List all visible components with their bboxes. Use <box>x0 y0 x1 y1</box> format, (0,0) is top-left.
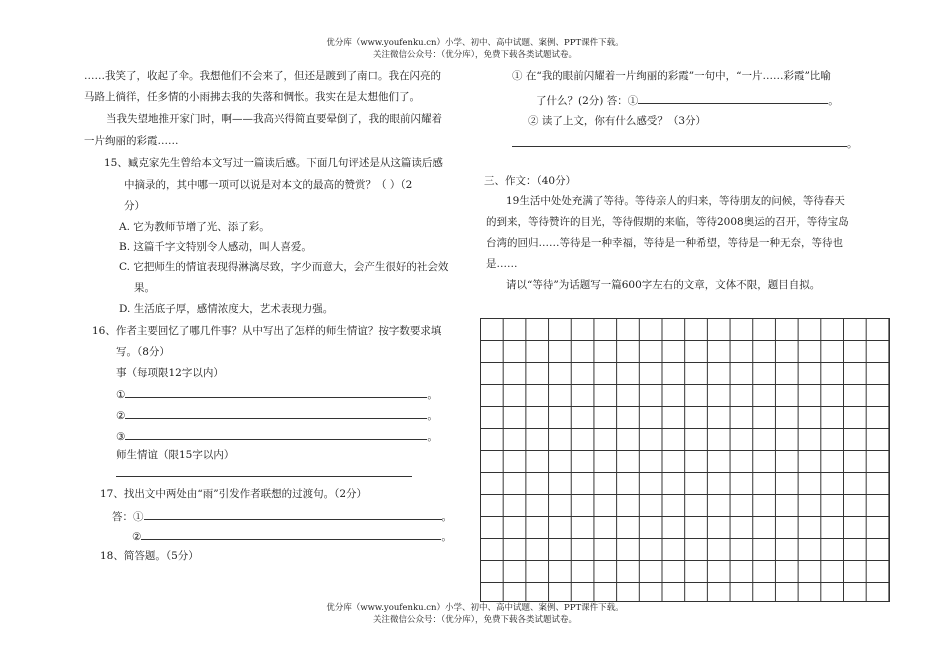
composition-instruction: 请以“等待”为话题写一篇600字左右的文章，文体不限，题目自拟。 <box>506 279 821 291</box>
question-15: 15、臧克家先生曾给本文写过一篇读后感。下面几句评述是从这篇读后感 <box>104 157 443 169</box>
question-17: 17、找出文中两处由“雨”引发作者联想的过渡句。（2分） <box>100 488 368 500</box>
passage-line: 当我失望地推开家门时，啊——我高兴得简直要晕倒了，我的眼前闪耀着 <box>106 113 442 125</box>
composition-prompt: 台湾的回归……等待是一种幸福，等待是一种希望，等待是一种无奈，等待也 <box>486 237 843 249</box>
footer-line-1: 优分库（www.youfenku.cn）小学、初中、高中试题、案例、PPT课件下载。 <box>326 603 624 613</box>
composition-prompt: 19生活中处处充满了等待。等待亲人的归来，等待朋友的问候，等待春天 <box>506 195 845 207</box>
friendship-label: 师生情谊（限15字以内） <box>116 449 235 461</box>
question-18: 18、简答题。（5分） <box>100 550 199 562</box>
passage-line: 一片绚丽的彩霞…… <box>84 135 179 147</box>
option-b: B. 这篇千字文特别令人感动，叫人喜爱。 <box>119 241 312 253</box>
sub-question-1: ① 在“我的眼前闪耀着一片绚丽的彩霞”一句中，“一片……彩霞”比喻 <box>512 70 831 82</box>
footer-line-2: 关注微信公众号：（优分库），免费下载各类试题试卷。 <box>372 615 577 625</box>
friendship-answer-line[interactable] <box>116 476 412 477</box>
composition-heading: 三、作文：（40分） <box>484 175 577 187</box>
answer-line-3[interactable]: ③ 。 <box>116 428 438 444</box>
sub-question-2-answer[interactable]: 。 <box>512 135 858 151</box>
sub-question-1-cont[interactable]: 了什么？(2分) 答：① 。 <box>536 92 839 108</box>
composition-prompt: 是…… <box>486 258 518 270</box>
events-label: 事（每项限12字以内） <box>116 367 224 379</box>
passage-line: 马路上徜徉，任多情的小雨拂去我的失落和惆怅。我实在是太想他们了。 <box>84 91 420 103</box>
sub-question-2: ② 读了上文，你有什么感受？（3分） <box>528 115 707 127</box>
writing-grid[interactable] <box>480 318 890 602</box>
page-footer <box>0 602 950 626</box>
header-line-2: 关注微信公众号：（优分库），免费下载各类试题试卷。 <box>372 50 577 60</box>
question-16-cont: 写。（8分） <box>116 346 170 358</box>
question-15-cont: 中摘录的，其中哪一项可以说是对本文的最高的赞赏？（ ）（2 <box>124 179 413 191</box>
answer-line-2[interactable]: ② 。 <box>116 407 438 423</box>
q17-answer-2[interactable]: ② 。 <box>132 528 452 544</box>
page-header <box>0 37 950 61</box>
option-c-cont: 果。 <box>134 282 155 294</box>
header-line-1: 优分库（www.youfenku.cn）小学、初中、高中试题、案例、PPT课件下载。 <box>326 38 624 48</box>
option-c: C. 它把师生的情谊表现得淋漓尽致，字少而意大，会产生很好的社会效 <box>119 261 449 273</box>
option-d: D. 生活底子厚，感情浓度大，艺术表现力强。 <box>119 303 334 315</box>
q17-answer-1[interactable]: 答：① 。 <box>112 508 452 524</box>
answer-line-1[interactable]: ① 。 <box>116 386 438 402</box>
composition-prompt: 的到来，等待赞许的目光，等待假期的来临，等待2008奥运的召开，等待宝岛 <box>486 216 849 228</box>
question-15-cont: 分） <box>124 200 145 212</box>
option-a: A. 它为教师节增了光、添了彩。 <box>119 221 270 233</box>
passage-line: ……我笑了，收起了伞。我想他们不会来了，但还是踱到了南口。我在闪亮的 <box>84 70 441 82</box>
question-16: 16、作者主要回忆了哪几件事？从中写出了怎样的师生情谊？按字数要求填 <box>92 325 442 337</box>
